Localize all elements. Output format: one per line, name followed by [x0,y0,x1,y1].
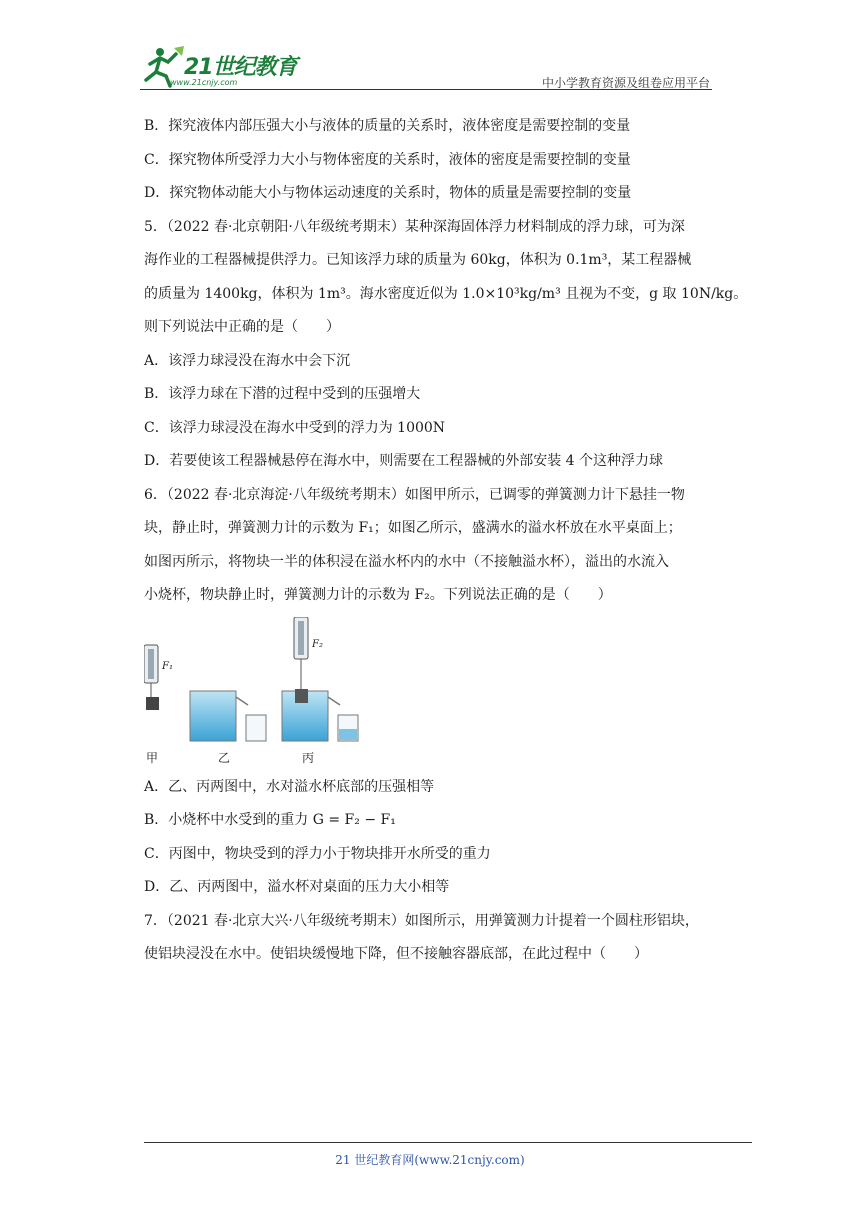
option-c-q5: C．该浮力球浸没在海水中受到的浮力为 1000N [144,419,446,436]
option-c-q6: C．丙图中，物块受到的浮力小于物块排开水所受的重力 [144,845,491,862]
logo-url: www.21cnjy.com [170,78,238,87]
spring-scale-diagram [144,617,374,767]
option-a-q5: A．该浮力球浸没在海水中会下沉 [144,352,351,369]
option-a-q6: A．乙、丙两图中，水对溢水杯底部的压强相等 [144,778,435,795]
q6-line-1: 6．（2022 春·北京海淀·八年级统考期末）如图甲所示，已调零的弹簧测力计下悬挂一物 [144,486,685,503]
label-jia: 甲 [146,750,159,765]
q7-line-2: 使铝块浸没在水中。使铝块缓慢地下降，但不接触容器底部，在此过程中（ ） [144,946,648,962]
question-content [144,110,748,972]
label-f2: F₂ [312,638,323,650]
q7-line-1: 7．（2021 春·北京大兴·八年级统考期末）如图所示，用弹簧测力计提着一个圆柱形铝块， [144,912,699,929]
logo-text: 21世纪教育 [184,55,297,80]
q5-line-3: 的质量为 1400kg，体积为 1m³。海水密度近似为 1.0×10³kg/m³ 且视为不变，g 取 10N/kg。 [144,285,748,302]
logo [140,40,310,92]
q5-line-4: 则下列说法中正确的是（ ） [144,319,340,335]
option-b-q4: B．探究液体内部压强大小与液体的质量的关系时，液体密度是需要控制的变量 [144,118,631,134]
option-d-q5: D．若要使该工程器械悬停在海水中，则需要在工程器械的外部安装 4 个这种浮力球 [144,453,664,469]
overflow-cup-yi-icon [190,691,266,741]
label-bing: 丙 [302,750,315,765]
spring-scale-jia-icon [144,645,159,710]
spring-scale-bing-icon [282,617,358,741]
q6-line-2: 块，静止时，弹簧测力计的示数为 F₁；如图乙所示，盛满水的溢水杯放在水平桌面上； [144,520,682,536]
q5-line-1: 5．（2022 春·北京朝阳·八年级统考期末）某种深海固体浮力材料制成的浮力球，可为深 [144,218,685,235]
header-divider [140,89,712,90]
platform-title: 中小学教育资源及组卷应用平台 [541,76,710,90]
q6-line-4: 小烧杯，物块静止时，弹簧测力计的示数为 F₂。下列说法正确的是（ ） [144,587,612,603]
q5-line-2: 海作业的工程器械提供浮力。已知该浮力球的质量为 60kg，体积为 0.1m³，某工程器械 [144,252,692,268]
label-f1: F₁ [162,660,173,672]
page-header [140,40,712,92]
footer-text[interactable]: 21 世纪教育网(www.21cnjy.com) [335,1153,525,1167]
label-yi: 乙 [218,750,231,765]
footer-divider [144,1142,752,1143]
option-d-q4: D．探究物体动能大小与物体运动速度的关系时，物体的质量是需要控制的变量 [144,185,632,201]
option-b-q5: B．该浮力球在下潜的过程中受到的压强增大 [144,386,421,402]
option-c-q4: C．探究物体所受浮力大小与物体密度的关系时，液体的密度是需要控制的变量 [144,151,631,168]
option-d-q6: D．乙、丙两图中，溢水杯对桌面的压力大小相等 [144,879,450,895]
option-b-q6: B．小烧杯中水受到的重力 G = F₂ − F₁ [144,812,396,828]
q6-line-3: 如图丙所示，将物块一半的体积浸在溢水杯内的水中（不接触溢水杯），溢出的水流入 [144,553,669,570]
q6-figure [144,617,374,767]
